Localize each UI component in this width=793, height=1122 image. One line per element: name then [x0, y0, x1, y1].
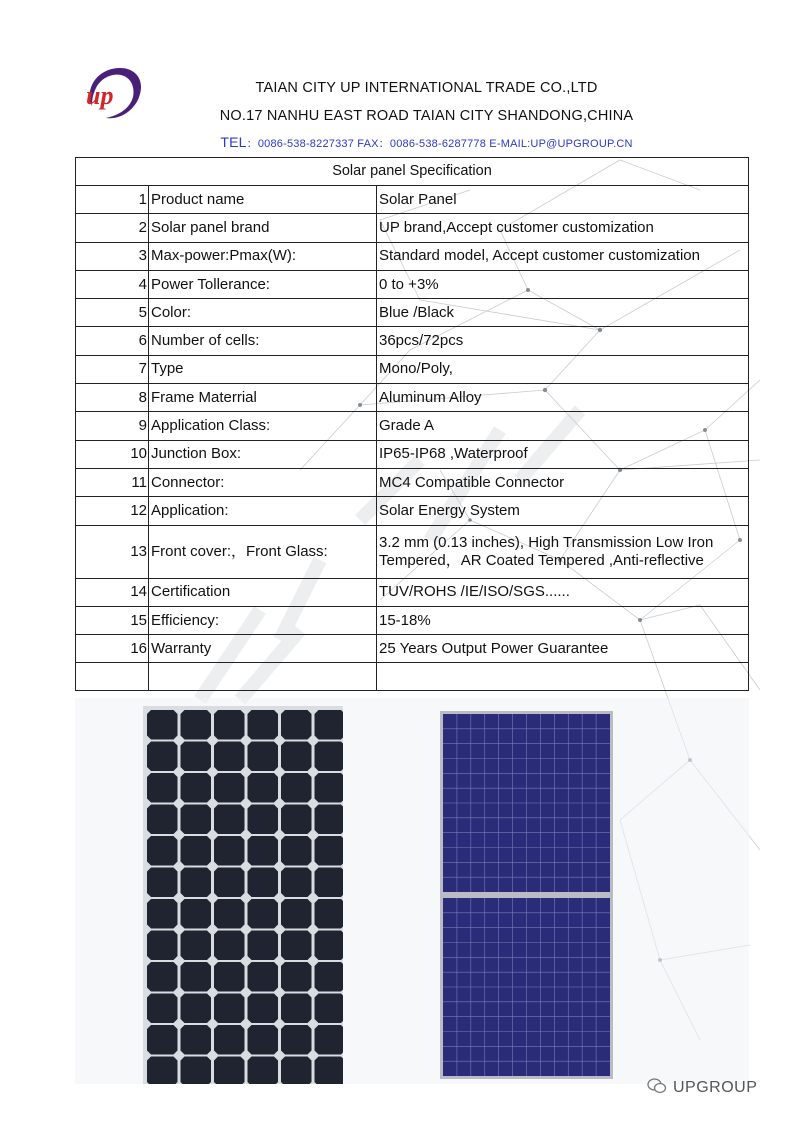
mono-cell [281, 962, 312, 992]
spec-num: 8 [76, 384, 149, 412]
spec-num: 5 [76, 299, 149, 327]
mono-cell [147, 710, 178, 740]
mono-cell [214, 773, 245, 803]
mono-cell [281, 868, 312, 898]
spec-value: 25 Years Output Power Guarantee [377, 635, 749, 663]
mono-cell [315, 1025, 344, 1055]
mono-cell [281, 805, 312, 835]
spec-row [76, 384, 749, 412]
spec-value: Solar Panel [377, 186, 749, 214]
mono-cell [248, 868, 279, 898]
mono-cell [248, 899, 279, 929]
mono-cell [281, 899, 312, 929]
mono-cell [214, 994, 245, 1024]
mono-cell [281, 1025, 312, 1055]
mono-cell [147, 742, 178, 772]
mono-cell [147, 868, 178, 898]
spec-label: Application: [149, 497, 377, 525]
mono-cell [315, 899, 344, 929]
mono-cell [214, 710, 245, 740]
spec-label: Connector: [149, 468, 377, 496]
spec-value: MC4 Compatible Connector [377, 468, 749, 496]
mono-cell [181, 931, 212, 961]
spec-num: 7 [76, 355, 149, 383]
spec-row [76, 186, 749, 214]
company-address: NO.17 NANHU EAST ROAD TAIAN CITY SHANDONG,CHINA [219, 108, 634, 124]
mono-cell [214, 931, 245, 961]
mono-cell [315, 836, 344, 866]
wechat-icon [647, 1078, 667, 1094]
spec-label: Type [149, 355, 377, 383]
spec-value: IP65-IP68 ,Waterproof [377, 440, 749, 468]
mono-cell [181, 773, 212, 803]
mono-cell [147, 836, 178, 866]
mono-cell [248, 994, 279, 1024]
mono-cell [214, 1057, 245, 1085]
mono-cell [248, 773, 279, 803]
spec-value: Grade A [377, 412, 749, 440]
spec-row [76, 606, 749, 634]
mono-cell [214, 962, 245, 992]
spec-label: Certification [149, 578, 377, 606]
mono-cell [214, 805, 245, 835]
spec-row [76, 299, 749, 327]
mono-cell [315, 742, 344, 772]
mono-cell [181, 899, 212, 929]
spec-row [76, 578, 749, 606]
poly-panel-image [440, 711, 613, 1079]
spec-row [76, 214, 749, 242]
mono-cell [315, 994, 344, 1024]
mono-cell [281, 836, 312, 866]
spec-row [76, 525, 749, 578]
mono-cell [248, 836, 279, 866]
spec-empty-cell [149, 663, 377, 691]
mono-cell [147, 773, 178, 803]
mono-cell [214, 742, 245, 772]
spec-label: Front cover:，Front Glass: [149, 525, 377, 578]
mono-cell [248, 1025, 279, 1055]
spec-num: 6 [76, 327, 149, 355]
spec-label: Application Class: [149, 412, 377, 440]
mono-cell [181, 994, 212, 1024]
spec-label: Product name [149, 186, 377, 214]
mono-cell [315, 710, 344, 740]
spec-label: Color: [149, 299, 377, 327]
mono-cell [214, 868, 245, 898]
mono-cell [147, 962, 178, 992]
spec-value: Blue /Black [377, 299, 749, 327]
mono-cell [315, 962, 344, 992]
mono-cell [315, 805, 344, 835]
mono-cell [147, 805, 178, 835]
mono-cell [181, 962, 212, 992]
mono-cell [181, 742, 212, 772]
mono-cell [281, 931, 312, 961]
mono-cell [248, 805, 279, 835]
logo-text: up [86, 81, 114, 110]
spec-title: Solar panel Specification [76, 158, 749, 186]
spec-empty-cell [377, 663, 749, 691]
mono-cell [248, 962, 279, 992]
spec-empty-cell [76, 663, 149, 691]
footer-brand [647, 1078, 757, 1097]
spec-row [76, 635, 749, 663]
spec-label: Number of cells: [149, 327, 377, 355]
mono-cell [281, 742, 312, 772]
spec-value: 0 to +3% [377, 270, 749, 298]
mono-cell [281, 773, 312, 803]
mono-cell [315, 868, 344, 898]
spec-label: Power Tollerance: [149, 270, 377, 298]
spec-row [76, 412, 749, 440]
mono-cell [315, 931, 344, 961]
spec-value: Aluminum Alloy [377, 384, 749, 412]
spec-row [76, 440, 749, 468]
mono-cell [214, 836, 245, 866]
spec-num: 11 [76, 468, 149, 496]
mono-cell [248, 931, 279, 961]
tel-label: TEL [220, 134, 247, 150]
mono-cell [315, 1057, 344, 1085]
spec-value: 3.2 mm (0.13 inches), High Transmission Low Iron Tempered，AR Coated Tempered ,Anti-reflective [377, 525, 749, 578]
mono-cell [147, 994, 178, 1024]
spec-row [76, 497, 749, 525]
mono-cell [214, 899, 245, 929]
mono-panel-image [143, 706, 343, 1084]
mono-cell [147, 931, 178, 961]
spec-row [76, 327, 749, 355]
spec-label: Max-power:Pmax(W): [149, 242, 377, 270]
spec-num: 16 [76, 635, 149, 663]
mono-cell [248, 710, 279, 740]
spec-value: 36pcs/72pcs [377, 327, 749, 355]
spec-label: Frame Materrial [149, 384, 377, 412]
spec-num: 3 [76, 242, 149, 270]
spec-label: Efficiency: [149, 606, 377, 634]
spec-num: 2 [76, 214, 149, 242]
mono-cell [181, 805, 212, 835]
mono-cell [147, 1025, 178, 1055]
spec-row [76, 355, 749, 383]
company-name: TAIAN CITY UP INTERNATIONAL TRADE CO.,LTD [255, 80, 598, 96]
mono-cell [248, 742, 279, 772]
mono-cell [214, 1025, 245, 1055]
mono-cell [181, 836, 212, 866]
spec-row [76, 270, 749, 298]
spec-num: 12 [76, 497, 149, 525]
spec-value: 15-18% [377, 606, 749, 634]
mono-cell [181, 1057, 212, 1085]
mono-cell [181, 868, 212, 898]
spec-label: Warranty [149, 635, 377, 663]
mono-cell [281, 1057, 312, 1085]
mono-cell [281, 994, 312, 1024]
spec-num: 9 [76, 412, 149, 440]
spec-row-empty [76, 663, 749, 691]
mono-cell [248, 1057, 279, 1085]
spec-num: 1 [76, 186, 149, 214]
contact-details: ：0086-538-8227337 FAX：0086-538-6287778 E-MAIL:UP@UPGROUP.CN [246, 138, 633, 150]
mono-cell [181, 710, 212, 740]
spec-row [76, 242, 749, 270]
spec-num: 10 [76, 440, 149, 468]
spec-table [75, 157, 749, 691]
spec-num: 14 [76, 578, 149, 606]
spec-value: Solar Energy System [377, 497, 749, 525]
spec-value: Mono/Poly, [377, 355, 749, 383]
spec-value: Standard model, Accept customer customization [377, 242, 749, 270]
mono-cell [147, 1057, 178, 1085]
contact-line [30, 134, 793, 151]
spec-num: 15 [76, 606, 149, 634]
spec-row [76, 468, 749, 496]
spec-num: 13 [76, 525, 149, 578]
spec-label: Solar panel brand [149, 214, 377, 242]
spec-num: 4 [76, 270, 149, 298]
spec-value: TUV/ROHS /IE/ISO/SGS...... [377, 578, 749, 606]
mono-cell [281, 710, 312, 740]
mono-cell [147, 899, 178, 929]
spec-label: Junction Box: [149, 440, 377, 468]
footer-brand-text: UPGROUP [673, 1079, 758, 1096]
mono-cell [315, 773, 344, 803]
spec-value: UP brand,Accept customer customization [377, 214, 749, 242]
mono-cell [181, 1025, 212, 1055]
